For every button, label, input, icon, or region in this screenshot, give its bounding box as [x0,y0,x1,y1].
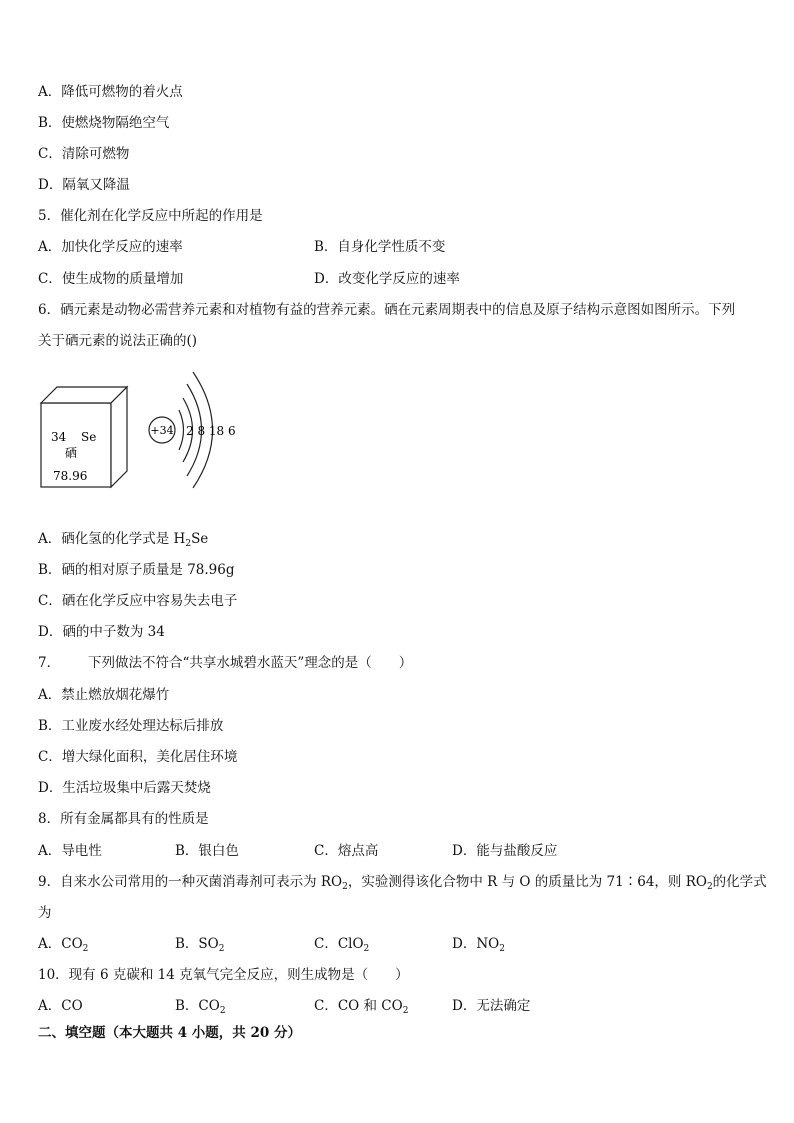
q9-stem-line1: 9．自来水公司常用的一种灭菌消毒剂可表示为 $RO_2$，实验测得该化合物中 R 与 O 的质量比为 71∶64，则 $RO_2$的化学式 [38,874,767,892]
q5-option-d: D．改变化学反应的速率 [314,271,460,287]
atomic-mass: 78.96 [53,469,88,483]
q7-option-d: D．生活垃圾集中后露天焚烧 [38,780,211,796]
q6-option-b: B．硒的相对原子质量是 78.96g [38,562,235,578]
q7-option-a: A．禁止燃放烟花爆竹 [38,687,170,703]
q8-stem: 8．所有金属都具有的性质是 [38,811,209,827]
q9-option-a: A．$CO_2$ [38,936,89,954]
electron-shell-1 [179,410,184,450]
q7-number: 7． [38,655,61,671]
q7-option-c: C．增大绿化面积，美化居住环境 [38,749,238,765]
q6-stem-line1: 6．硒元素是动物必需营养元素和对植物有益的营养元素。硒在元素周期表中的信息及原子结构示意图如图所示。下列 [38,302,736,318]
q9-option-d: D．$NO_2$ [452,936,505,954]
electron-counts: 2 8 18 6 [186,424,236,438]
q4-option-b: B．使燃烧物隔绝空气 [38,115,170,131]
q4-option-c: C．清除可燃物 [38,146,130,162]
q8-option-b: B．银白色 [175,843,239,859]
q10-option-a: A．CO [38,998,83,1014]
section-2-heading: 二、填空题（本大题共 4 小题，共 20 分） [38,1025,301,1041]
q5-option-c: C．使生成物的质量增加 [38,271,184,287]
q10-stem: 10．现有 6 克碳和 14 克氧气完全反应，则生成物是（ ） [38,967,409,983]
q4-option-d: D．隔氧又降温 [38,177,130,193]
q6-option-a: A．硒化氢的化学式是 $H_2Se$ [38,531,209,549]
q9-stem-line2: 为 [38,905,52,921]
q6-option-c: C．硒在化学反应中容易失去电子 [38,593,238,609]
atomic-number: 34 [51,430,67,444]
q7-option-b: B．工业废水经处理达标后排放 [38,718,224,734]
element-symbol: Se [81,430,97,444]
nucleus-charge: +34 [150,424,174,437]
q8-option-c: C．熔点高 [314,843,379,859]
q7-stem: 下列做法不符合“共享水城碧水蓝天”理念的是（ ） [88,655,413,671]
q10-option-b: B．$CO_2$ [175,998,226,1016]
atom-structure-diagram [149,372,236,488]
q10-option-d: D．无法确定 [452,998,531,1014]
q5-option-a: A．加快化学反应的速率 [38,239,183,255]
q6-stem-line2: 关于硒元素的说法正确的() [38,333,198,349]
q9-option-c: C．ClO$_2$ [314,936,370,954]
q8-option-a: A．导电性 [38,843,102,859]
q9-option-b: B．$SO_2$ [175,936,225,954]
q8-option-d: D．能与盐酸反应 [452,843,558,859]
selenium-figure [36,368,236,498]
q5-option-b: B．自身化学性质不变 [314,239,446,255]
element-cube [41,387,127,487]
q10-option-c: C．CO 和 $CO_2$ [314,998,409,1016]
q6-option-d: D．硒的中子数为 34 [38,624,165,640]
q4-option-a: A．降低可燃物的着火点 [38,84,183,100]
q5-stem: 5．催化剂在化学反应中所起的作用是 [38,208,263,224]
element-name: 硒 [65,446,78,460]
